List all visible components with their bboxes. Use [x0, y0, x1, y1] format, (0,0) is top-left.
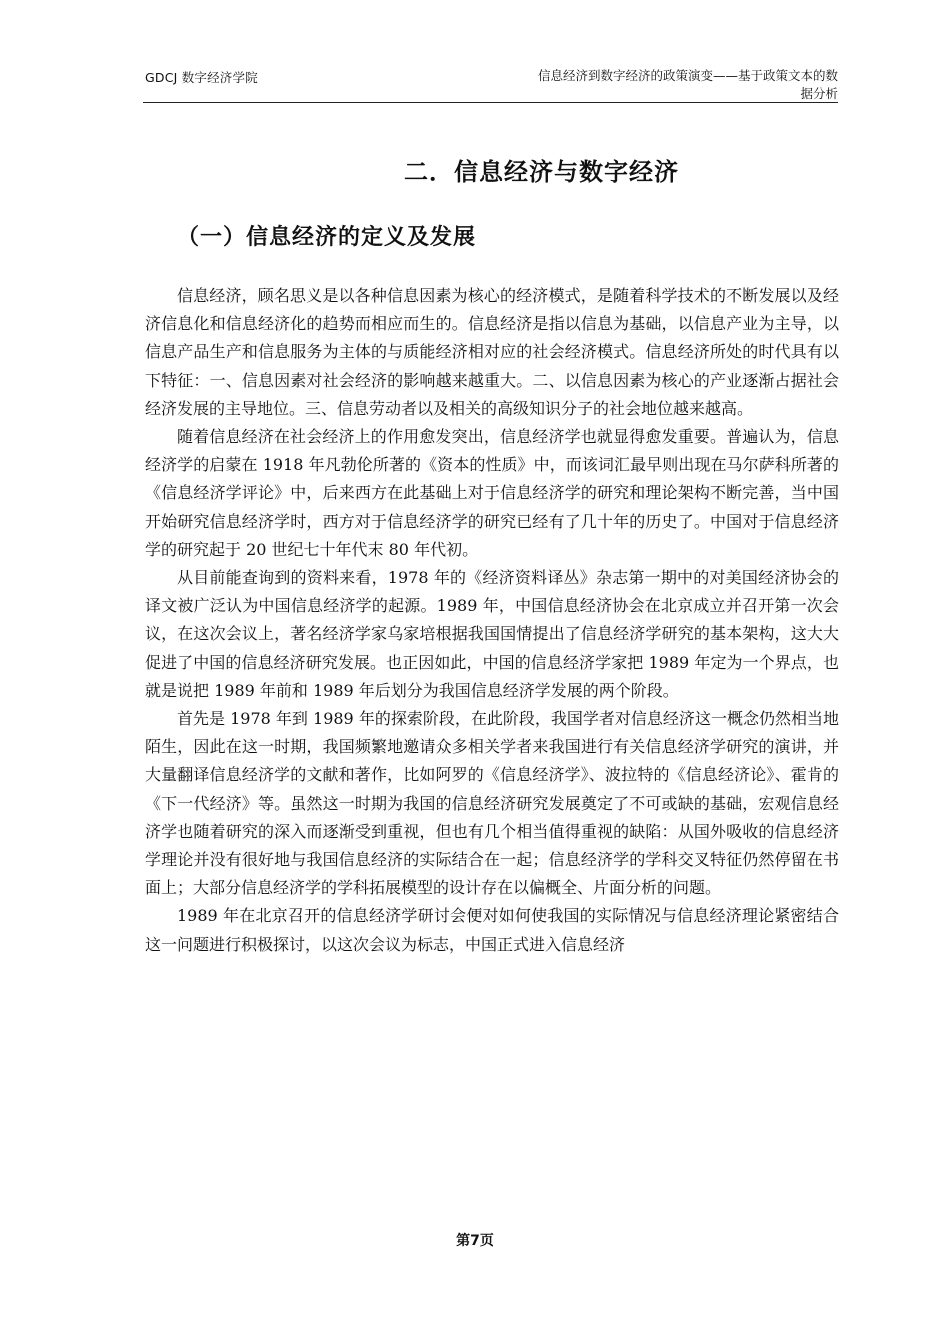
header-left-text: GDCJ 数字经济学院	[145, 70, 258, 85]
subsection-title: （一）信息经济的定义及发展	[177, 225, 477, 250]
header-right-text: 信息经济到数字经济的政策演变——基于政策文本的数据分析	[538, 68, 839, 101]
section-title: 二．信息经济与数字经济	[404, 158, 679, 186]
header-divider	[143, 102, 838, 103]
page-number: 第7页	[456, 1233, 494, 1249]
paragraph: 1989 年在北京召开的信息经济学研讨会便对如何使我国的实际情况与信息经济理论紧密结合这一问题进行积极探讨，以这次会议为标志，中国正式进入信息经济	[145, 906, 839, 954]
paragraph: 首先是 1978 年到 1989 年的探索阶段，在此阶段，我国学者对信息经济这一概念仍然相当地陌生，因此在这一时期，我国频繁地邀请众多相关学者来我国进行有关信息经济学研究的演讲，并大量翻译信息经济学的文献和著作，比如阿罗的《信息经济学》、波拉特的《信息经济论》、霍肯的《下一代经济》等。虽然这一时期为我国的信息经济研究发展奠定了不可或缺的基础，宏观信息经济学也随着研究的深入而逐渐受到重视，但也有几个相当值得重视的缺陷：从国外吸收的信息经济学理论并没有很好地与我国信息经济的实际结合在一起；信息经济学的学科交叉特征仍然停留在书面上；大部分信息经济学的学科拓展模型的设计存在以偏概全、片面分析的问题。	[145, 709, 839, 898]
paragraph: 信息经济，顾名思义是以各种信息因素为核心的经济模式，是随着科学技术的不断发展以及经济信息化和信息经济化的趋势而相应而生的。信息经济是指以信息为基础，以信息产业为主导，以信息产品生产和信息服务为主体的与质能经济相对应的社会经济模式。信息经济所处的时代具有以下特征：一、信息因素对社会经济的影响越来越重大。二、以信息因素为核心的产业逐渐占据社会经济发展的主导地位。三、信息劳动者以及相关的高级知识分子的社会地位越来越高。	[145, 286, 839, 418]
body-text	[145, 282, 839, 959]
paragraph: 从目前能查询到的资料来看，1978 年的《经济资料译丛》杂志第一期中的对美国经济协会的译文被广泛认为中国信息经济学的起源。1989 年，中国信息经济协会在北京成立并召开第一次会议，在这次会议上，著名经济学家乌家培根据我国国情提出了信息经济学研究的基本架构，这大大促进了中国的信息经济研究发展。也正因如此，中国的信息经济学家把 1989 年定为一个界点，也就是说把 1989 年前和 1989 年后划分为我国信息经济学发展的两个阶段。	[145, 568, 839, 700]
paragraph: 随着信息经济在社会经济上的作用愈发突出，信息经济学也就显得愈发重要。普遍认为，信息经济学的启蒙在 1918 年凡勃伦所著的《资本的性质》中，而该词汇最早则出现在马尔萨科所著的《信息经济学评论》中，后来西方在此基础上对于信息经济学的研究和理论架构不断完善，当中国开始研究信息经济学时，西方对于信息经济学的研究已经有了几十年的历史了。中国对于信息经济学的研究起于 20 世纪七十年代末 80 年代初。	[145, 427, 839, 559]
